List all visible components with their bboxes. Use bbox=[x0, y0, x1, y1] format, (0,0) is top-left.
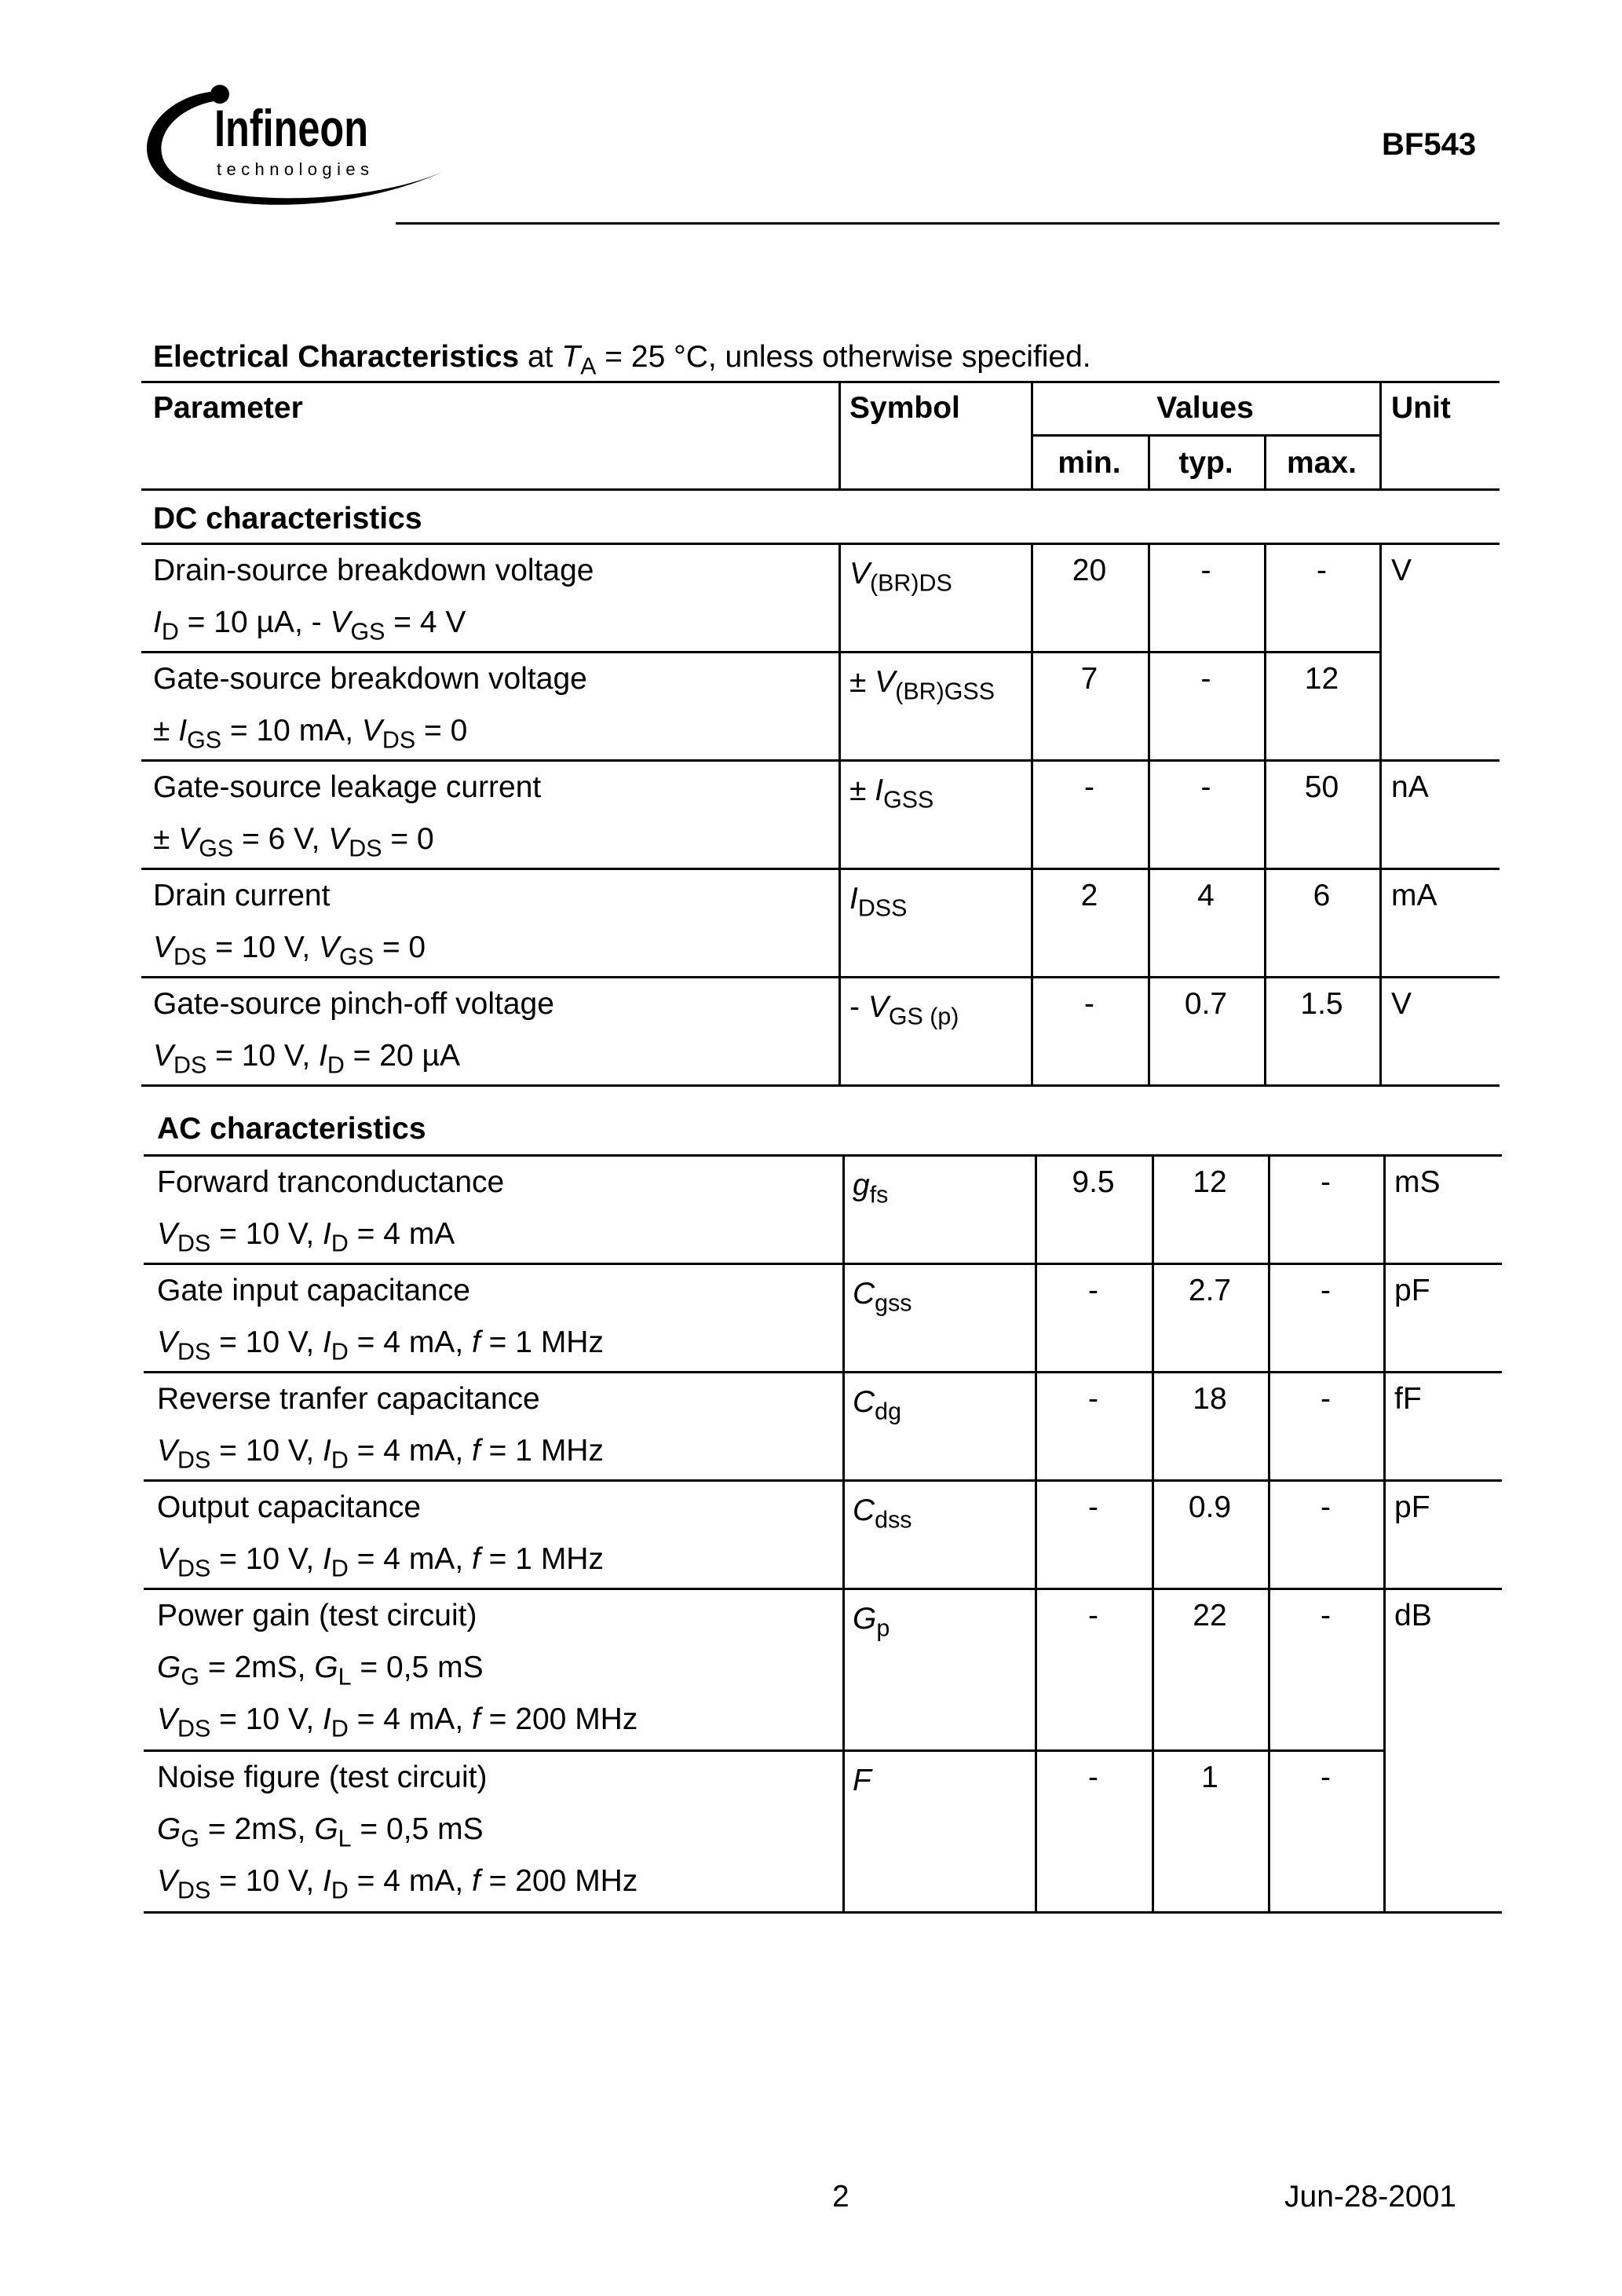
variable-symbol: I bbox=[323, 1864, 331, 1898]
dc-row-rule bbox=[141, 868, 1500, 870]
variable-subscript: G bbox=[181, 1663, 199, 1691]
variable-subscript: DS bbox=[177, 1555, 211, 1582]
variable-subscript: GS bbox=[339, 943, 374, 971]
dc-row-typ: 4 bbox=[1197, 879, 1215, 912]
variable-subscript: DS bbox=[174, 1051, 207, 1079]
variable-subscript: DS bbox=[177, 1446, 211, 1474]
frequency-symbol: f bbox=[472, 1325, 480, 1359]
header-unit: Unit bbox=[1391, 391, 1451, 425]
symbol-cell: - $V_{GS (p)}$ bbox=[849, 990, 959, 1030]
header-values: Values bbox=[1156, 391, 1254, 425]
variable-subscript: DS bbox=[382, 726, 416, 754]
dc-row-unit: nA bbox=[1391, 770, 1429, 804]
dc-row-max: 6 bbox=[1313, 879, 1331, 912]
ac-row-max: - bbox=[1321, 1382, 1331, 1416]
ac-row-parameter: Forward tranconductance bbox=[157, 1165, 505, 1199]
dc-row-unit: V bbox=[1391, 554, 1412, 587]
dc-row-min: 2 bbox=[1080, 879, 1098, 912]
variable-subscript: GS bbox=[350, 618, 385, 645]
variable-symbol: V bbox=[361, 714, 382, 748]
ac-row-typ: 22 bbox=[1193, 1599, 1227, 1632]
variable-symbol: I bbox=[178, 714, 188, 748]
header-symbol: Symbol bbox=[849, 391, 960, 425]
symbol-cell: $C_{dss}$ bbox=[853, 1493, 912, 1534]
variable-subscript: L bbox=[338, 1825, 352, 1852]
ac-row-min: - bbox=[1088, 1599, 1098, 1632]
variable-subscript: D bbox=[331, 1715, 349, 1742]
table-column-rule bbox=[1264, 543, 1266, 1084]
ac-row-typ: 18 bbox=[1193, 1382, 1227, 1416]
dc-row-rule bbox=[141, 976, 1500, 978]
ac-row-unit: mS bbox=[1394, 1165, 1441, 1199]
ac-row-typ: 0.9 bbox=[1188, 1490, 1232, 1524]
ac-row-typ: 1 bbox=[1201, 1760, 1218, 1794]
variable-symbol: V bbox=[157, 1864, 178, 1898]
variable-symbol: V bbox=[153, 930, 174, 964]
variable-symbol: V bbox=[157, 1217, 178, 1251]
table-top-rule bbox=[141, 381, 1500, 383]
ac-row-condition: $V_{DS} = 10$ V, $I_D = 4$ mA bbox=[157, 1217, 455, 1257]
ac-row-min: - bbox=[1088, 1490, 1098, 1524]
symbol-cell: $C_{gss}$ bbox=[853, 1277, 912, 1317]
dc-row-max: 12 bbox=[1304, 662, 1339, 696]
header-bottom-rule bbox=[141, 488, 1500, 491]
dc-row-condition: $I_D = 10$ µA, - $V_{GS} = 4$ V bbox=[153, 605, 466, 645]
symbol-cell: ± $I_{GSS}$ bbox=[849, 773, 934, 813]
variable-symbol: V bbox=[328, 822, 349, 856]
variable-subscript: D bbox=[331, 1230, 349, 1257]
variable-subscript: D bbox=[327, 1051, 345, 1079]
symbol-cell: $I_{DSS}$ bbox=[849, 882, 908, 922]
dc-row-typ: - bbox=[1200, 770, 1211, 804]
ac-row-min: - bbox=[1088, 1760, 1098, 1794]
dc-row-typ: 0.7 bbox=[1184, 987, 1228, 1021]
ac-row-rule bbox=[144, 1588, 1502, 1590]
table-column-rule bbox=[1152, 1154, 1154, 1911]
ac-row-rule bbox=[144, 1479, 1502, 1482]
ac-row-typ: 2.7 bbox=[1188, 1274, 1232, 1307]
dc-row-condition: ± $I_{GS} = 10$ mA, $V_{DS} = 0$ bbox=[153, 714, 468, 754]
ac-row-parameter: Noise figure (test circuit) bbox=[157, 1760, 488, 1794]
table-column-rule bbox=[1148, 543, 1150, 1084]
dc-row-parameter: Gate-source leakage current bbox=[153, 770, 542, 804]
logo-tagline: technologies bbox=[217, 159, 369, 179]
ac-row-max: - bbox=[1321, 1165, 1331, 1199]
variable-symbol: I bbox=[319, 1039, 327, 1073]
frequency-symbol: f bbox=[472, 1542, 480, 1576]
variable-subscript: D bbox=[331, 1877, 349, 1904]
ac-row-condition: $G_G = 2mS$, $G_L = 0,5$ mS bbox=[157, 1651, 484, 1691]
caption-ta: T bbox=[561, 340, 581, 374]
header-max: max. bbox=[1287, 446, 1357, 480]
ac-row-parameter: Power gain (test circuit) bbox=[157, 1599, 477, 1632]
variable-subscript: DS bbox=[177, 1715, 211, 1742]
dc-section-title: DC characteristics bbox=[153, 502, 422, 536]
dc-section-rule bbox=[141, 543, 1500, 545]
variable-symbol: V bbox=[153, 1039, 174, 1073]
dc-row-parameter: Drain current bbox=[153, 879, 331, 912]
symbol-cell: F bbox=[853, 1764, 871, 1797]
variable-symbol: V bbox=[157, 1542, 178, 1576]
dc-row-parameter: Drain-source breakdown voltage bbox=[153, 554, 594, 587]
variable-subscript: L bbox=[338, 1663, 352, 1691]
variable-symbol: V bbox=[157, 1702, 178, 1736]
symbol-cell: ± $V_{(BR)GSS}$ bbox=[849, 665, 995, 705]
logo-brand: Infineon bbox=[214, 99, 368, 157]
variable-symbol: V bbox=[330, 605, 351, 639]
frequency-symbol: f bbox=[472, 1864, 480, 1898]
dc-row-condition: ± $V_{GS} = 6$ V, $V_{DS} = 0$ bbox=[153, 822, 434, 862]
caption-suffix: = 25 °C, unless otherwise specified. bbox=[605, 340, 1091, 374]
symbol-cell: $C_{dg}$ bbox=[853, 1385, 901, 1425]
dc-row-parameter: Gate-source pinch-off voltage bbox=[153, 987, 554, 1021]
ac-row-unit: dB bbox=[1394, 1599, 1432, 1632]
symbol-cell: $G_p$ bbox=[853, 1602, 890, 1642]
variable-symbol: G bbox=[157, 1651, 181, 1684]
symbol-cell: $g_{fs}$ bbox=[853, 1168, 889, 1208]
dc-row-rule bbox=[141, 759, 1500, 762]
variable-symbol: G bbox=[314, 1812, 338, 1846]
dc-row-condition: $V_{DS} = 10$ V, $V_{GS} = 0$ bbox=[153, 930, 426, 971]
variable-symbol: V bbox=[157, 1434, 178, 1468]
ac-row-condition: $V_{DS} = 10$ V, $I_D = 4$ mA, f = 200 MHz bbox=[157, 1864, 638, 1904]
ac-row-min: - bbox=[1088, 1274, 1098, 1307]
ac-row-condition: $V_{DS} = 10$ V, $I_D = 4$ mA, f = 1 MHz bbox=[157, 1542, 604, 1582]
ac-row-parameter: Output capacitance bbox=[157, 1490, 422, 1524]
caption-ta-sub: A bbox=[580, 353, 597, 380]
table-column-rule bbox=[1035, 1154, 1037, 1911]
table-column-rule bbox=[838, 381, 841, 488]
variable-subscript: D bbox=[331, 1555, 349, 1582]
ac-row-max: - bbox=[1321, 1599, 1331, 1632]
ac-row-max: - bbox=[1321, 1274, 1331, 1307]
ac-section-title: AC characteristics bbox=[157, 1112, 426, 1146]
frequency-symbol: f bbox=[472, 1702, 480, 1736]
ac-row-unit: fF bbox=[1394, 1382, 1422, 1416]
variable-symbol: V bbox=[157, 1325, 178, 1359]
dc-row-min: 7 bbox=[1080, 662, 1098, 696]
variable-subscript: D bbox=[331, 1338, 349, 1366]
table-column-rule bbox=[838, 543, 841, 1084]
header-parameter: Parameter bbox=[153, 391, 303, 425]
variable-symbol: I bbox=[323, 1702, 331, 1736]
dc-row-unit: mA bbox=[1391, 879, 1438, 912]
variable-subscript: D bbox=[331, 1446, 349, 1474]
ac-row-unit: pF bbox=[1394, 1274, 1430, 1307]
variable-subscript: DS bbox=[177, 1230, 211, 1257]
header-typ: typ. bbox=[1178, 446, 1233, 480]
caption-prefix: at bbox=[527, 340, 553, 374]
ac-row-parameter: Reverse tranfer capacitance bbox=[157, 1382, 540, 1416]
part-number: BF543 bbox=[1382, 127, 1477, 162]
table-column-rule bbox=[1383, 1154, 1386, 1911]
ac-row-rule bbox=[144, 1749, 1383, 1752]
footer-date: Jun-28-2001 bbox=[1284, 2180, 1456, 2214]
variable-symbol: V bbox=[319, 930, 340, 964]
dc-row-min: - bbox=[1084, 987, 1094, 1021]
dc-row-condition: $V_{DS} = 10$ V, $I_D = 20$ µA bbox=[153, 1039, 460, 1079]
variable-symbol: I bbox=[323, 1217, 331, 1251]
ac-row-max: - bbox=[1321, 1760, 1331, 1794]
dc-row-min: 20 bbox=[1072, 554, 1107, 587]
ac-row-unit: pF bbox=[1394, 1490, 1430, 1524]
caption-title: Electrical Characteristics bbox=[153, 340, 520, 374]
dc-row-typ: - bbox=[1200, 554, 1211, 587]
variable-symbol: G bbox=[314, 1651, 338, 1684]
ac-row-condition: $G_G = 2mS$, $G_L = 0,5$ mS bbox=[157, 1812, 484, 1852]
variable-subscript: DS bbox=[349, 835, 382, 862]
variable-symbol: G bbox=[157, 1812, 181, 1846]
dc-row-max: 50 bbox=[1304, 770, 1339, 804]
ac-row-condition: $V_{DS} = 10$ V, $I_D = 4$ mA, f = 1 MHz bbox=[157, 1325, 604, 1366]
frequency-symbol: f bbox=[472, 1434, 480, 1468]
ac-section-rule bbox=[144, 1154, 1502, 1157]
dc-row-typ: - bbox=[1200, 662, 1211, 696]
variable-subscript: G bbox=[181, 1825, 199, 1852]
dc-row-rule bbox=[141, 651, 1379, 653]
variable-subscript: DS bbox=[177, 1877, 211, 1904]
variable-subscript: GS bbox=[187, 726, 222, 754]
ac-row-condition: $V_{DS} = 10$ V, $I_D = 4$ mA, f = 200 MHz bbox=[157, 1702, 638, 1742]
symbol-cell: $V_{(BR)DS}$ bbox=[849, 557, 952, 597]
variable-symbol: I bbox=[323, 1325, 331, 1359]
ac-row-rule bbox=[144, 1371, 1502, 1373]
dc-row-parameter: Gate-source breakdown voltage bbox=[153, 662, 587, 696]
variable-symbol: I bbox=[153, 605, 162, 639]
ac-row-typ: 12 bbox=[1193, 1165, 1227, 1199]
table-column-rule bbox=[1379, 381, 1382, 488]
variable-subscript: GS bbox=[199, 835, 234, 862]
dc-row-unit: V bbox=[1391, 987, 1412, 1021]
ac-row-min: 9.5 bbox=[1072, 1165, 1115, 1199]
variable-symbol: I bbox=[323, 1542, 331, 1576]
ac-row-max: - bbox=[1321, 1490, 1331, 1524]
variable-subscript: DS bbox=[177, 1338, 211, 1366]
ac-row-rule bbox=[144, 1263, 1502, 1265]
dc-row-max: - bbox=[1317, 554, 1327, 587]
ac-row-rule bbox=[144, 1911, 1502, 1914]
variable-symbol: V bbox=[178, 822, 199, 856]
dc-row-rule bbox=[141, 1084, 1500, 1087]
dc-row-max: 1.5 bbox=[1300, 987, 1343, 1021]
ac-row-condition: $V_{DS} = 10$ V, $I_D = 4$ mA, f = 1 MHz bbox=[157, 1434, 604, 1474]
variable-symbol: I bbox=[323, 1434, 331, 1468]
table-column-rule bbox=[842, 1154, 845, 1911]
header-min: min. bbox=[1058, 446, 1121, 480]
dc-row-min: - bbox=[1084, 770, 1094, 804]
variable-subscript: DS bbox=[174, 943, 207, 971]
table-column-rule bbox=[1031, 543, 1033, 1084]
variable-subscript: D bbox=[161, 618, 179, 645]
ac-row-min: - bbox=[1088, 1382, 1098, 1416]
table-column-rule bbox=[1268, 1154, 1270, 1911]
table-column-rule bbox=[1379, 543, 1382, 1084]
ac-row-parameter: Gate input capacitance bbox=[157, 1274, 470, 1307]
page-number: 2 bbox=[832, 2180, 849, 2214]
values-subheader-rule bbox=[1031, 434, 1379, 437]
